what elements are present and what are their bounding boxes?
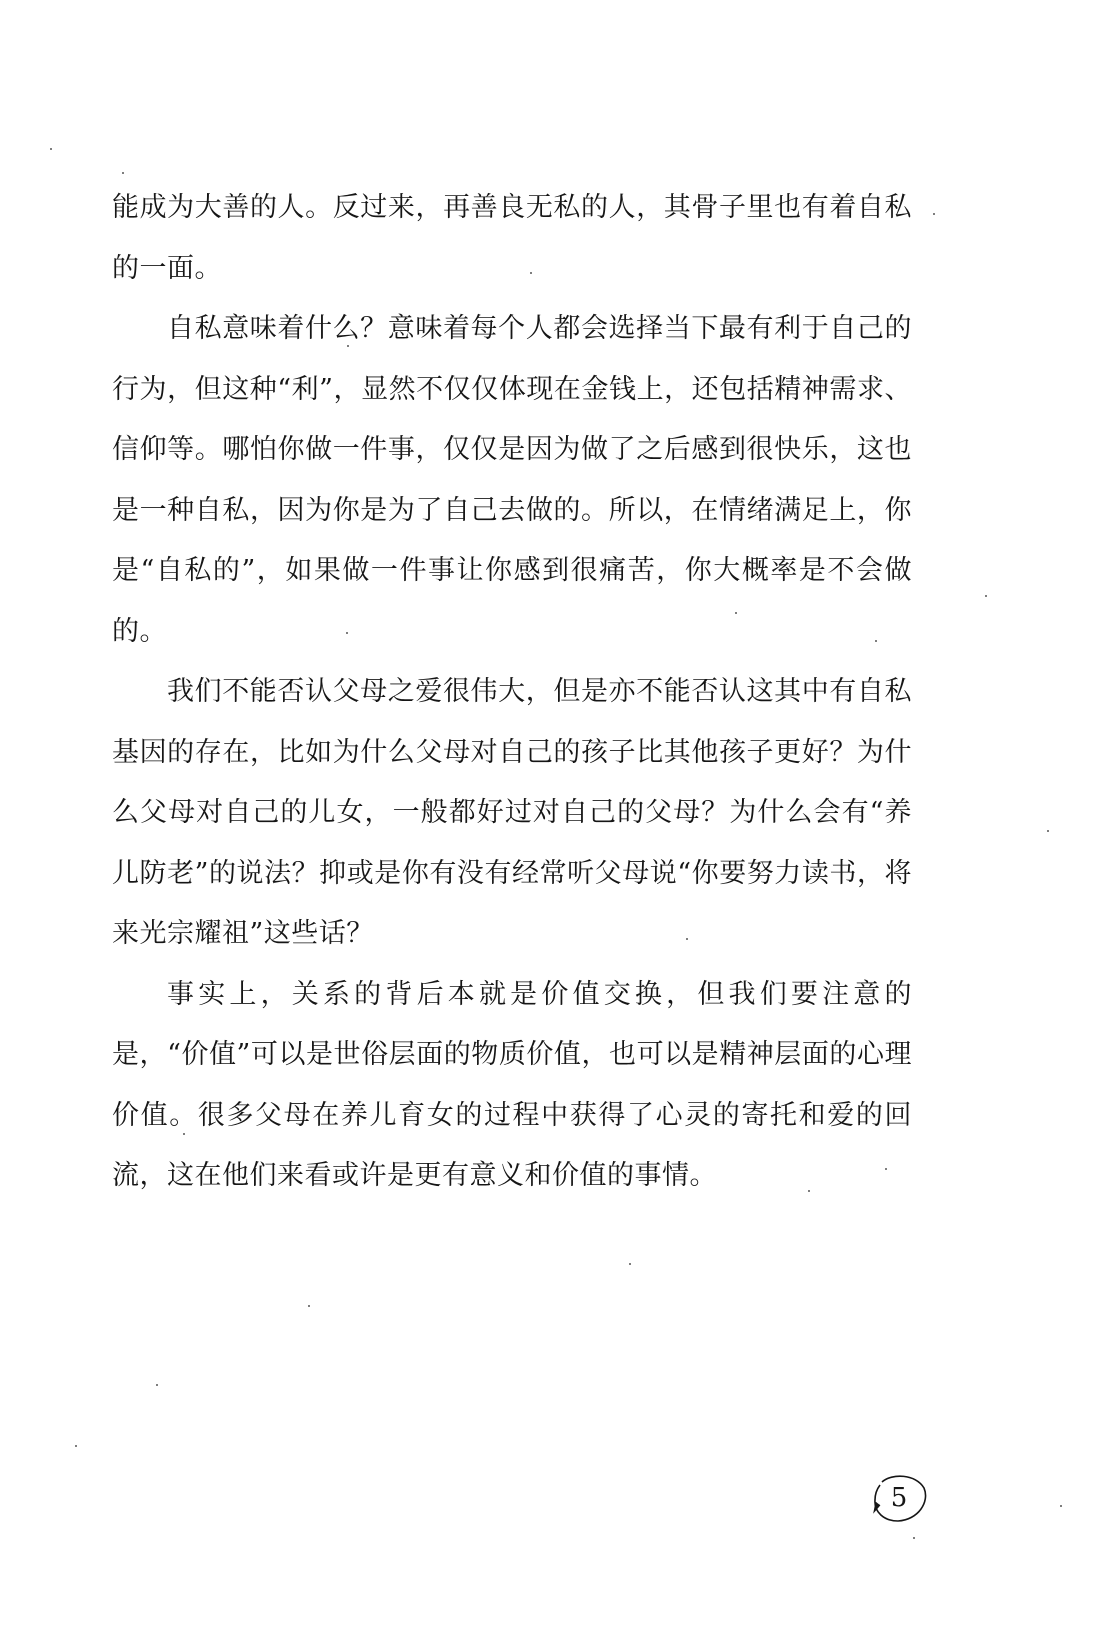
scan-speck xyxy=(985,595,987,597)
scan-speck xyxy=(308,1305,310,1307)
scan-speck xyxy=(50,148,52,150)
scan-speck xyxy=(629,1263,631,1265)
scan-speck xyxy=(686,938,688,940)
scan-speck xyxy=(156,1384,158,1386)
scan-speck xyxy=(347,345,349,347)
scan-speck xyxy=(1060,1505,1062,1507)
scan-speck xyxy=(530,272,532,274)
scan-speck xyxy=(122,172,124,174)
scan-speck xyxy=(183,1133,185,1135)
scan-speck xyxy=(808,1190,810,1192)
body-text xyxy=(112,178,912,1207)
paragraph-parental-love: 我们不能否认父母之爱很伟大，但是亦不能否认这其中有自私基因的存在，比如为什么父母对自己的孩子比其他孩子更好？为什么父母对自己的儿女，一般都好过对自己的父母？为什么会有“养儿防老”的说法？抑或是你有没有经常听父母说“你要努力读书，将来光宗耀祖”这些话？ xyxy=(112,676,912,949)
scan-speck xyxy=(1047,830,1049,832)
page-number-badge xyxy=(868,1472,930,1524)
scan-speck xyxy=(933,213,935,215)
scan-speck xyxy=(913,1537,915,1539)
scan-speck xyxy=(875,640,877,642)
scan-speck xyxy=(75,1445,77,1447)
paragraph-continuation: 能成为大善的人。反过来，再善良无私的人，其骨子里也有着自私的一面。 xyxy=(112,192,912,284)
scan-speck xyxy=(735,612,737,614)
scan-speck xyxy=(885,1168,887,1170)
page-number: 5 xyxy=(890,1483,908,1513)
scan-speck xyxy=(346,632,348,634)
paragraph-selfishness-meaning: 自私意味着什么？意味着每个人都会选择当下最有利于自己的行为，但这种“利”，显然不仅仅体现在金钱上，还包括精神需求、信仰等。哪怕你做一件事，仅仅是因为做了之后感到很快乐，这也是一种自私，因为你是为了自己去做的。所以，在情绪满足上，你是“自私的”，如果做一件事让你感到很痛苦，你大概率是不会做的。 xyxy=(112,313,912,647)
paragraph-value-exchange: 事实上，关系的背后本就是价值交换，但我们要注意的是，“价值”可以是世俗层面的物质价值，也可以是精神层面的心理价值。很多父母在养儿育女的过程中获得了心灵的寄托和爱的回流，这在他们来看或许是更有意义和价值的事情。 xyxy=(112,978,912,1191)
